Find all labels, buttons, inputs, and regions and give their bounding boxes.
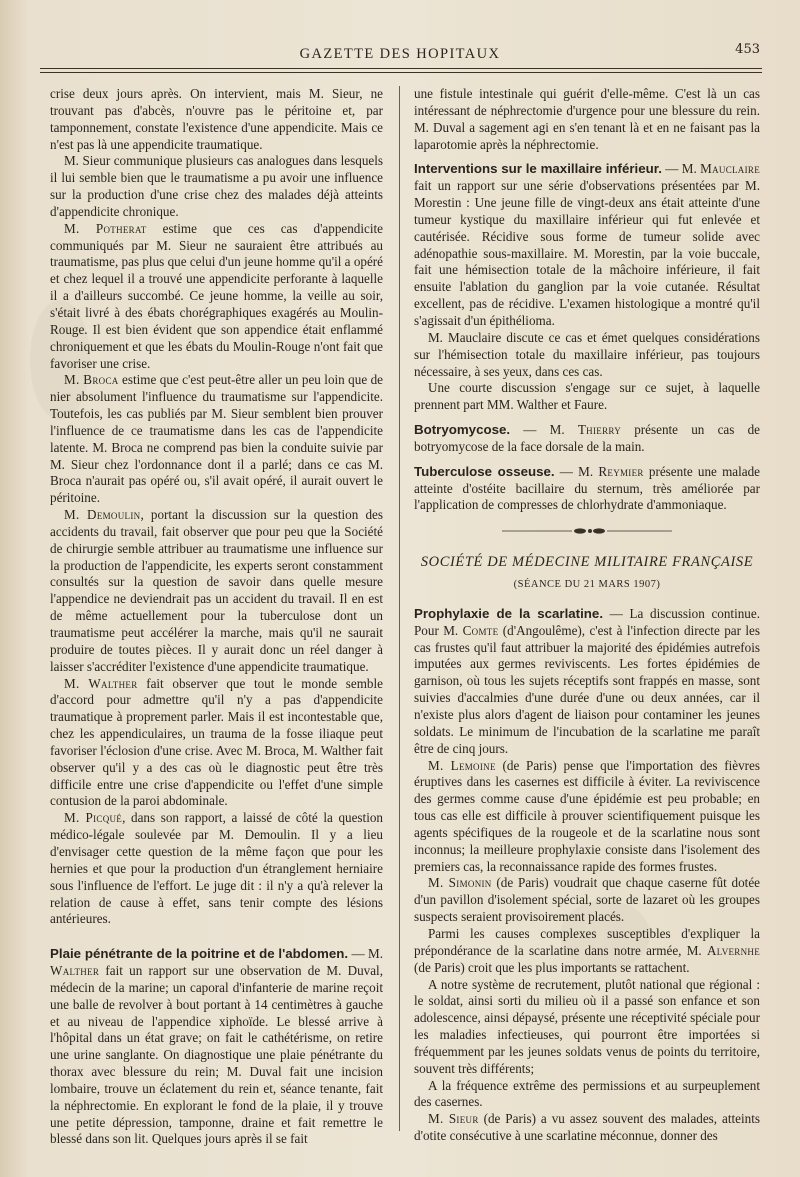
paragraph: crise deux jours après. On intervient, mais M. Sieur, ne trouvant pas d'abcès, n'ouvre pas le péritoine et, par tamponnement, constate l'existence d'une appendicite. Mais ce n'est pas là une appendicite traumatique. <box>50 86 383 152</box>
heading-separator: — M. <box>554 463 599 479</box>
paragraph-text: (de Paris) croit que les plus importants se rattachent. <box>414 959 690 975</box>
header-rule <box>40 68 762 69</box>
paragraph-text: fait un rapport sur une observation de M. Duval, médecin de la marine; un caporal d'infanterie de marine reçoit une balle de revolver à bout portant à 14 centimètres à gauche et au niveau de l'appendice xiphoïde. Le blessé arrive à l'hôpital dans un état grave; on fait le cathétérisme, on retire une urine sanglante. On diagnostique une plaie pénétrante du thorax avec blessure du rein; M. Duval fait une incision lombaire, trouve un éclatement du rein et, séance tenante, fait la néphrectomie. En explorant le fond de la plaie, il y trouve une petite dépression, tamponne, draine et fait remettre le blessé dans son lit. Quelques jours après il se fait <box>50 963 383 1147</box>
paragraph <box>414 758 760 876</box>
column-divider <box>399 86 400 1131</box>
ornament-rule-icon <box>502 526 672 536</box>
paragraph-text: (d'Angoulême), c'est à l'infection directe par les cas frustes qu'il faut attribuer la majorité des épidémies autrefois imputées aux germes reviviscents. Les fortes épidémies de garnison, où tous les sujets réceptifs sont frappés en masse, sont suivies d'accalmies d'une durée d'une ou deux années, car il n'existe plus alors d'agent de liaison pour contaminer les jeunes soldats. Le minimum de l'incubation de la scarlatine me paraît être de cinq jours. <box>414 622 760 756</box>
paragraph: M. Sieur communique plusieurs cas analogues dans lesquels il lui semble bien que le traumatisme a pu avoir une influence sur la production d'une crise chez des malades déjà atteints d'appendicite chronique. <box>50 153 383 219</box>
speaker-name: Thierry <box>577 422 621 438</box>
journal-title: GAZETTE DES HOPITAUX <box>299 46 501 62</box>
paragraph: M. Mauclaire discute ce cas et émet quelques considérations sur l'hémisection totale du maxillaire inférieur, pas toujours nécessaire, à ses yeux, dans ces cas. <box>414 329 760 379</box>
society-title: SOCIÉTÉ DE MÉDECINE MILITAIRE FRANÇAISE <box>420 554 754 571</box>
speaker-name: Walther <box>50 963 100 979</box>
speaker-name: M. Broca <box>64 372 119 388</box>
section-heading: Prophylaxie de la scarlatine. <box>414 605 604 621</box>
heading-separator: — La discussion continue. Pour M. <box>414 605 760 638</box>
session-date: (SÉANCE DU 21 MARS 1907) <box>513 579 661 591</box>
section-heading: Interventions sur le maxillaire inférieur. <box>414 161 662 177</box>
speaker-name: M. Sieur <box>428 1111 479 1127</box>
section-ornament <box>414 524 760 538</box>
paragraph-text: Parmi les causes complexes susceptibles d'expliquer la prépondérance de la scarlatine dans notre armée, M. <box>414 925 760 958</box>
paragraph <box>50 676 383 811</box>
page-header <box>40 42 760 64</box>
paragraph <box>414 875 760 926</box>
speaker-name: M. Potherat <box>64 220 147 236</box>
paragraph: A la fréquence extrême des permissions et au surpeuplement des casernes. <box>414 1077 760 1110</box>
speaker-name: M. Picqué <box>64 810 123 826</box>
paragraph-text: fait un rapport sur une série d'observations présentées par M. Morestin : Une jeune fille de vingt-deux ans était atteinte d'une tumeur kystique du maxillaire inférieur qui fut enlevée et cautérisée. Récidive sous forme de tumeur solide avec adénopathie sous-maxillaire. M. Morestin, par la voie buccale, fait une hémisection totale de la mâchoire inférieure, il fait ensuite l'ablation du ganglion par la voie cutanée. Résultat excellent, pas de récidive. L'examen histologique a montré qu'il s'agissait d'un épithélioma. <box>414 178 760 328</box>
speaker-name: M. Simonin <box>428 875 492 891</box>
paragraph-text: présente une malade atteinte d'ostéite bacillaire du sternum, très améliorée par l'application de compresses de chlorhydrate d'ammoniaque. <box>414 463 761 513</box>
paragraph: A notre système de recrutement, plutôt national que régional : le soldat, ainsi sorti du milieu où il a passé son enfance et son adolescence, ainsi dépaysé, présente une réceptivité spéciale pour les maladies infectieuses, qui pourront être importées si fréquemment par les jeunes soldats venus de points du territoire, souvent très différents; <box>414 976 760 1076</box>
paragraph <box>414 926 760 977</box>
page-number: 453 <box>735 42 760 57</box>
heading-separator: — M. <box>510 422 578 438</box>
speaker-name: M. Lemoine <box>428 757 496 773</box>
section-heading: Tuberculose osseuse. <box>414 463 555 479</box>
paragraph-text: fait observer que tout le monde semble d'accord pour admettre qu'il n'y a pas d'appendicite traumatique à proprement parler. Mais il est incontestable que, chez les appendiculaires, un trauma de la fosse iliaque peut favoriser l'éclosion d'une crise. Avec M. Broca, M. Walther fait observer qu'il y a des cas où le diagnostic peut être très difficile entre une crise d'appendicite ou l'effet d'une simple contusion de la paroi abdominale. <box>50 675 383 809</box>
paragraph <box>50 507 383 675</box>
paragraph <box>50 372 383 507</box>
speaker-name: Mauclaire <box>700 161 760 177</box>
paragraph-text: (de Paris) pense que l'importation des fièvres éruptives dans les casernes est difficile à éviter. La reviviscence des germes comme cause d'une épidémie est peu probable; en tous cas elle est difficile à prouver scientifiquement puisque les agents spécifiques de la rougeole et de la scarlatine nous sont inconnus; la meilleure prophylaxie consiste dans l'isolement des premiers cas, la reconnaissance rapide des formes frustes. <box>414 757 760 874</box>
paragraph-text: (de Paris) voudrait que chaque caserne fût dotée d'un pavillon d'isolement spécial, sorte de lazaret où les groupes suspects seraient provisoirement placés. <box>414 875 760 925</box>
paragraph <box>414 1111 760 1145</box>
paragraph-text: , dans son rapport, a laissé de côté la question médico-légale soulevée par M. Demoulin. Il y a lieu d'envisager cette question de la même façon que pour les hernies et que pour la production d'un étranglement herniaire sous l'influence de l'effort. Le juge dit : il n'y a qu'à relever la relation de cause à effet, sans tenir compte des lésions antérieures. <box>50 810 383 927</box>
right-column <box>414 86 760 1145</box>
paragraph <box>50 810 383 928</box>
speaker-name: Alvernhe <box>706 942 760 958</box>
speaker-name: M. Walther <box>64 675 138 691</box>
section-heading: Plaie pénétrante de la poitrine et de l'abdomen. <box>50 946 349 962</box>
speaker-name: Comte <box>462 622 499 638</box>
speaker-name: Reymier <box>598 463 644 479</box>
heading-separator: — M. <box>661 161 701 177</box>
paragraph-text: estime que c'est peut-être aller un peu loin que de nier absolument l'influence du traumatisme sur l'appendicite. Toutefois, les cas publiés par M. Sieur semblent bien prouver l'influence de ce traumatisme dans les cas de l'appendicite latente. M. Broca ne comprend pas bien la conduite suivie par M. Sieur chez l'ordonnance dont il a parlé; dans ce cas M. Broca n'aurait pas opéré ou, s'il avait opéré, il aurait ouvert le péritoine. <box>50 372 383 506</box>
left-column <box>50 86 383 1148</box>
paragraph <box>50 221 383 373</box>
section-heading: Botryomycose. <box>414 422 511 438</box>
paragraph: Une courte discussion s'engage sur ce sujet, à laquelle prennent part MM. Walther et Faure. <box>414 380 760 413</box>
paragraph-text: , portant la discussion sur la question des accidents du travail, fait observer que pour peu que la Société de chirurgie semble attribuer au traumatisme une influence sur la production de l'appendicite, les experts seront constamment consultés sur la question de savoir dans quelle mesure l'appendice ne deviendrait pas un accident du travail. Il en est de même actuellement pour la tuberculose dont un traumatisme peut accélérer la marche, mais qu'il ne saurait produire de toutes pièces. Il y aurait donc un réel danger à laisser s'accréditer l'existence d'une appendicite traumatique. <box>50 507 383 674</box>
paragraph-text: estime que ces cas d'appendicite communiqués par M. Sieur ne sauraient être attribués au traumatisme, pas plus que celui d'un jeune homme qu'il a opéré et chez lequel il a trouvé une appendicite perforante à laquelle il a d'ailleurs succombé. Ce jeune homme, la veille au soir, s'était livré à des ébats chorégraphiques exagérés au Moulin-Rouge. Il est bien évident que son appendice était enflammé chroniquement et que les ébats du Moulin-Rouge n'ont fait que favoriser une crise. <box>50 220 383 371</box>
paragraph: une fistule intestinale qui guérit d'elle-même. C'est là un cas intéressant de néphrectomie d'urgence pour une blessure du rein. M. Duval a sagement agi en s'en tenant là et en ne faisant pas la laparotomie après la néphrectomie. <box>414 86 760 152</box>
paragraph-text: présente un cas de botryomycose de la face dorsale de la main. <box>414 422 760 454</box>
paragraph-text: (de Paris) a vu assez souvent des malades, atteints d'otite consécutive à une scarlatine méconnue, donner des <box>414 1111 760 1144</box>
heading-separator: — M. <box>348 946 383 962</box>
header-rule-thin <box>40 72 762 73</box>
speaker-name: M. Demoulin <box>64 507 141 523</box>
